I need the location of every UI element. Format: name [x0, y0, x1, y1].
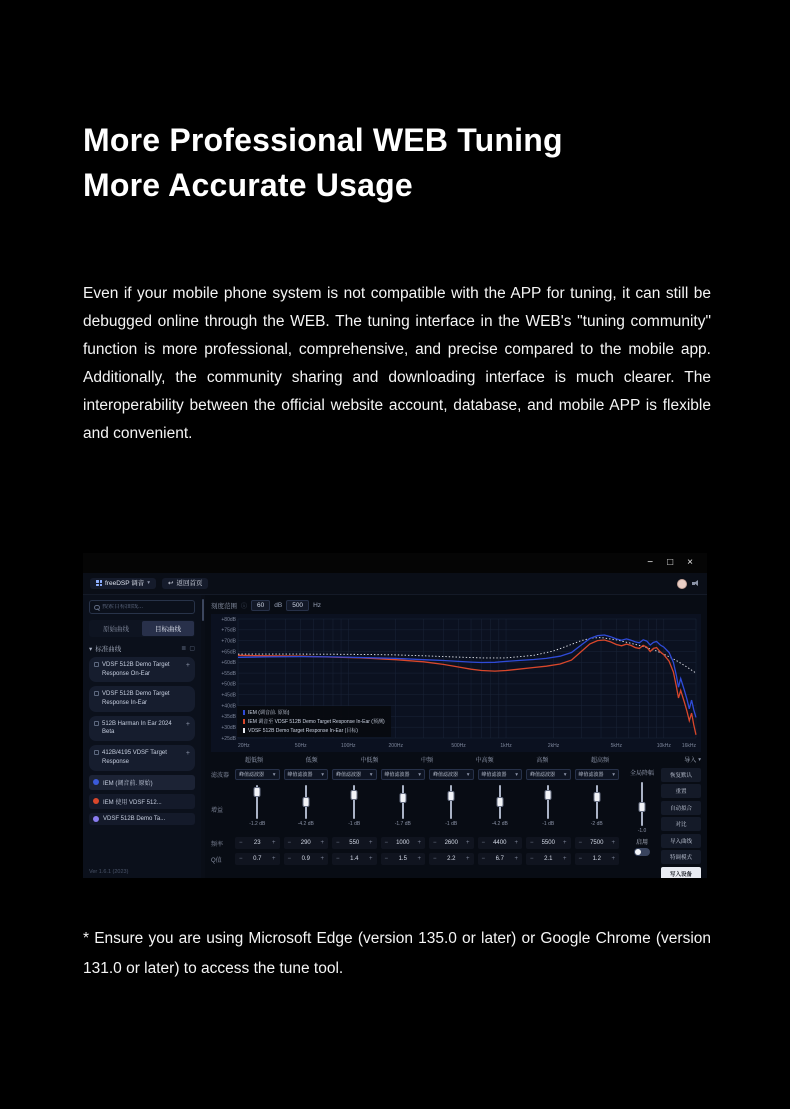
add-curve-icon[interactable]: +: [185, 662, 190, 669]
plus-button[interactable]: +: [271, 840, 276, 846]
enable-toggle[interactable]: [634, 848, 650, 856]
svg-text:20Hz: 20Hz: [238, 743, 250, 749]
app-logo[interactable]: [90, 578, 156, 590]
legend-entry: [243, 727, 385, 734]
footnote: * Ensure you are using Microsoft Edge (version 135.0 or later) or Google Chrome (version 131.0 or later) to access the tune tool.: [83, 930, 711, 977]
page-title: [83, 118, 723, 208]
svg-text:2kHz: 2kHz: [547, 743, 560, 749]
frequency-value: 23: [253, 840, 261, 846]
band-group-label: 超低频: [245, 758, 264, 764]
selected-curve-row[interactable]: [89, 813, 195, 825]
q-row: [235, 851, 619, 867]
info-icon[interactable]: ⓘ: [241, 603, 248, 610]
gain-slider[interactable]: [284, 783, 329, 835]
legend-label: IEM 调音至 VDSF 512B Demo Target Response In-Ear (预测): [248, 719, 385, 725]
action-button[interactable]: 恢复默认: [661, 768, 701, 782]
q-stepper[interactable]: [575, 853, 620, 865]
filter-type-label: 峰值滤波器: [384, 772, 410, 778]
search-box: [89, 600, 195, 614]
checkbox[interactable]: [94, 691, 99, 696]
chevron-down-icon: ▾: [89, 645, 93, 653]
selected-curve-label: IEM (调音前. 原始): [103, 780, 153, 787]
legend-entry: [243, 718, 385, 725]
chevron-down-icon: ▾: [466, 771, 470, 778]
db-unit-label: dB: [274, 601, 283, 609]
import-label: 导入: [684, 758, 697, 764]
gain-value-label: -4.2 dB: [491, 821, 508, 827]
action-button[interactable]: 特调模式: [661, 850, 701, 864]
enable-label: 启用: [635, 840, 648, 846]
chevron-down-icon: ▾: [147, 580, 151, 587]
q-value: 1.4: [350, 856, 359, 862]
filter-type-label: 峰值滤波器: [287, 772, 313, 778]
band-group-labels: [235, 755, 619, 766]
chevron-down-icon: ▾: [563, 771, 567, 778]
frequency-value: 1000: [396, 840, 410, 846]
search-icon: [94, 605, 99, 610]
slider-track[interactable]: [256, 785, 258, 819]
eq-row-labels: [211, 755, 235, 878]
add-curve-icon[interactable]: +: [185, 720, 190, 728]
q-value: 0.9: [301, 856, 310, 862]
freq-row-label: 频率: [211, 841, 224, 848]
filter-type-select[interactable]: [235, 769, 280, 780]
action-button[interactable]: 重置: [661, 784, 701, 798]
slider-knob[interactable]: [254, 787, 261, 797]
svg-text:+65dB: +65dB: [221, 649, 236, 656]
tab-target-curve[interactable]: 目标曲线: [142, 621, 194, 636]
gain-row-label: 增益: [211, 807, 224, 814]
plus-button[interactable]: +: [320, 840, 324, 846]
svg-text:10kHz: 10kHz: [656, 743, 671, 749]
tree-header[interactable]: [89, 644, 195, 653]
plus-button[interactable]: +: [514, 840, 518, 846]
minus-button[interactable]: −: [239, 840, 243, 846]
q-stepper[interactable]: [284, 853, 329, 865]
maximize-button[interactable]: □: [667, 557, 674, 568]
q-stepper[interactable]: [478, 853, 523, 865]
global-gain-label: 全局降幅: [629, 771, 654, 777]
q-stepper[interactable]: [381, 853, 426, 865]
svg-text:+80dB: +80dB: [221, 616, 236, 623]
plus-button[interactable]: +: [465, 840, 470, 846]
minus-button[interactable]: −: [287, 840, 292, 846]
global-gain-value: -1.0: [637, 828, 647, 834]
gain-slider[interactable]: [381, 783, 426, 835]
svg-text:+60dB: +60dB: [221, 660, 236, 667]
plus-button[interactable]: +: [611, 856, 615, 862]
filter-type-select[interactable]: [284, 769, 329, 780]
gain-value-label: -1 dB: [348, 821, 361, 827]
app-header-right: [677, 579, 700, 589]
frequency-value: 4400: [493, 840, 507, 846]
chart-toolbar: [211, 598, 701, 612]
q-stepper[interactable]: [526, 853, 571, 865]
curve-tabs: [89, 620, 195, 637]
avatar[interactable]: [677, 579, 687, 589]
filter-type-select[interactable]: [332, 769, 377, 780]
checkbox[interactable]: [94, 721, 99, 726]
global-gain-column: [623, 755, 661, 878]
app-body: [83, 595, 707, 878]
curve-color-dot: [93, 798, 99, 804]
slider-knob[interactable]: [496, 797, 503, 807]
intro-paragraph: Even if your mobile phone system is not compatible with the APP for tuning, it can still be debugged online through the WEB. The tuning interface in the WEB's "tuning community" function is more professional, comprehensive, and precise compared to the mobile app. Additionally, the community sharing and downloading interface is much clearer. The interoperability between the official website account, database, and mobile APP is flexible and convenient.: [83, 285, 711, 442]
action-button[interactable]: 导入曲线: [661, 834, 701, 848]
gain-value-label: -1.7 dB: [394, 821, 411, 827]
plus-button[interactable]: +: [417, 856, 421, 862]
plus-button[interactable]: +: [611, 840, 615, 846]
frequency-value: 7500: [590, 840, 604, 846]
svg-text:500Hz: 500Hz: [451, 743, 466, 749]
gain-value-label: -1 dB: [542, 821, 555, 827]
selected-curve-row[interactable]: [89, 794, 195, 809]
plus-button[interactable]: +: [417, 840, 421, 846]
q-value: 1.5: [398, 856, 407, 862]
frequency-value: 2600: [444, 840, 458, 846]
gain-slider-row: [235, 783, 619, 835]
chevron-down-icon: ▾: [369, 771, 373, 778]
title-line-1: More Professional WEB Tuning: [83, 122, 563, 158]
band-group-label: 中高频: [475, 758, 494, 764]
speaker-icon[interactable]: [692, 580, 700, 587]
sidebar-curve-item[interactable]: [89, 657, 195, 682]
global-slider-knob[interactable]: [639, 802, 646, 812]
q-value: 1.2: [592, 856, 601, 862]
scale-label: 刻度范围: [211, 602, 237, 610]
chevron-down-icon: ▾: [418, 771, 421, 778]
close-button[interactable]: ×: [687, 557, 693, 568]
frequency-value: 5500: [541, 840, 555, 846]
gain-slider[interactable]: [332, 783, 377, 835]
svg-text:+30dB: +30dB: [221, 724, 236, 731]
band-group-label: 低频: [305, 758, 318, 764]
sidebar: [83, 595, 201, 878]
tree-title: 标准曲线: [95, 646, 122, 653]
gain-slider[interactable]: [429, 783, 474, 835]
sidebar-curve-item[interactable]: [89, 716, 195, 741]
gain-slider[interactable]: [235, 783, 280, 835]
svg-text:200Hz: 200Hz: [388, 743, 403, 749]
frequency-stepper[interactable]: [429, 837, 474, 849]
q-value: 2.2: [447, 856, 456, 862]
svg-text:+50dB: +50dB: [221, 681, 236, 688]
svg-text:+40dB: +40dB: [221, 703, 236, 710]
minus-button[interactable]: −: [530, 840, 534, 846]
sidebar-curve-item[interactable]: [89, 686, 195, 711]
selected-curve-list: [89, 775, 195, 825]
curve-item-label: 412B/4195 VDSF Target Response: [102, 750, 167, 765]
svg-text:100Hz: 100Hz: [341, 743, 356, 749]
svg-text:+35dB: +35dB: [221, 714, 236, 721]
import-dropdown[interactable]: [684, 755, 701, 764]
svg-text:16kHz: 16kHz: [681, 743, 696, 749]
add-curve-icon[interactable]: +: [185, 750, 190, 758]
curve-item-label: 512B Harman In Ear 2024 Beta: [102, 720, 172, 736]
slider-knob[interactable]: [593, 792, 600, 802]
minus-button[interactable]: −: [336, 840, 340, 846]
frequency-stepper[interactable]: [235, 837, 280, 849]
legend-entry: [243, 709, 385, 716]
minimize-button[interactable]: −: [647, 557, 654, 568]
q-stepper[interactable]: [235, 853, 280, 865]
q-stepper[interactable]: [332, 853, 377, 865]
tab-original-curve[interactable]: 原始曲线: [103, 626, 129, 633]
chevron-down-icon: ▾: [272, 771, 276, 778]
gain-slider[interactable]: [526, 783, 571, 835]
chart-legend: [237, 706, 391, 737]
plus-button[interactable]: +: [271, 856, 276, 862]
slider-knob[interactable]: [351, 790, 358, 800]
minus-button[interactable]: −: [336, 856, 340, 862]
filter-type-label: 峰值滤波器: [239, 772, 265, 778]
svg-text:+25dB: +25dB: [221, 735, 236, 742]
chevron-down-icon: ▾: [321, 771, 324, 778]
back-home-button[interactable]: [162, 578, 208, 590]
gain-slider[interactable]: [478, 783, 523, 835]
frequency-value: 290: [300, 840, 311, 846]
checkbox[interactable]: [94, 662, 99, 667]
svg-text:1kHz: 1kHz: [500, 743, 512, 749]
sidebar-curve-item[interactable]: [89, 745, 195, 770]
curve-item-label: VDSF 512B Demo Target Response On-Ear: [102, 662, 170, 677]
gain-value-label: -1.2 dB: [249, 821, 266, 827]
chevron-down-icon: ▾: [515, 771, 518, 778]
legend-label: VDSF 512B Demo Target Response In-Ear (目标): [248, 728, 358, 734]
frequency-response-chart: [211, 614, 701, 752]
version-label: Ver 1.6.1 (2023): [89, 869, 129, 875]
slider-track[interactable]: [450, 785, 452, 819]
band-group-label: 中低频: [360, 758, 379, 764]
eq-right-panel: [619, 755, 701, 878]
action-button[interactable]: 对比: [661, 817, 701, 831]
q-value: 0.7: [253, 856, 262, 862]
slider-knob[interactable]: [399, 793, 406, 803]
search-input[interactable]: [102, 604, 190, 610]
selected-curve-label: IEM 使用 VDSF 512...: [103, 799, 162, 806]
frequency-stepper[interactable]: [381, 837, 426, 849]
slider-track[interactable]: [547, 785, 549, 819]
hz-unit-label: Hz: [313, 601, 322, 609]
curve-color-dot: [93, 779, 99, 785]
band-group-label: 中频: [420, 758, 433, 764]
slider-track[interactable]: [305, 785, 307, 819]
slider-track[interactable]: [596, 785, 598, 819]
minus-button[interactable]: −: [433, 840, 437, 846]
selected-curve-row[interactable]: [89, 775, 195, 790]
gain-value-label: -1 dB: [445, 821, 458, 827]
hz-value[interactable]: 500: [286, 600, 309, 611]
back-home-label: 返回首页: [176, 579, 203, 587]
svg-text:50Hz: 50Hz: [294, 743, 307, 749]
legend-label: IEM (调音前. 原始): [248, 710, 290, 716]
q-row-label: Q值: [211, 857, 222, 864]
equalizer-section: [211, 755, 701, 878]
svg-text:5kHz: 5kHz: [610, 743, 623, 749]
band-group-label: 高频: [536, 758, 549, 764]
main-panel: [205, 595, 707, 878]
minus-button[interactable]: −: [239, 856, 243, 862]
chevron-down-icon: ▾: [612, 771, 615, 778]
chart-series: [238, 638, 696, 674]
minus-button[interactable]: −: [384, 856, 389, 862]
filter-type-select[interactable]: [381, 769, 426, 780]
filter-type-label: 峰值滤波器: [481, 772, 507, 778]
list-icon[interactable]: ≣: [181, 646, 187, 652]
frequency-stepper[interactable]: [526, 837, 571, 849]
frequency-stepper[interactable]: [478, 837, 523, 849]
legend-swatch: [243, 710, 245, 715]
plus-button[interactable]: +: [514, 856, 518, 862]
frequency-stepper[interactable]: [575, 837, 620, 849]
band-group-label: 超高频: [590, 758, 609, 764]
svg-text:+55dB: +55dB: [221, 670, 236, 677]
title-line-2: More Accurate Usage: [83, 167, 413, 203]
plus-button[interactable]: +: [562, 856, 567, 862]
minus-button[interactable]: −: [384, 840, 389, 846]
action-buttons-column: [661, 755, 701, 878]
filter-type-select[interactable]: [478, 769, 523, 780]
minus-button[interactable]: −: [578, 856, 583, 862]
minus-button[interactable]: −: [530, 856, 534, 862]
filter-type-label: 峰值滤波器: [578, 772, 604, 778]
plus-button[interactable]: +: [465, 856, 470, 862]
back-icon: ↩: [168, 579, 174, 587]
scrollbar-thumb[interactable]: [202, 599, 204, 621]
slider-knob[interactable]: [302, 797, 309, 807]
sidebar-scrollbar[interactable]: [201, 595, 205, 878]
minus-button[interactable]: −: [433, 856, 437, 862]
frequency-stepper[interactable]: [284, 837, 329, 849]
curve-color-dot: [93, 816, 99, 822]
plus-button[interactable]: +: [368, 840, 373, 846]
checkbox[interactable]: [94, 750, 99, 755]
plus-button[interactable]: +: [368, 856, 373, 862]
action-button[interactable]: 自动拟合: [661, 801, 701, 815]
slider-track[interactable]: [402, 785, 404, 819]
global-gain-slider[interactable]: [641, 782, 643, 826]
write-to-device-button[interactable]: 写入设备: [661, 867, 701, 879]
slider-knob[interactable]: [448, 791, 455, 801]
minus-button[interactable]: −: [578, 840, 583, 846]
filter-type-row: [235, 766, 619, 783]
minus-button[interactable]: −: [481, 856, 486, 862]
minus-button[interactable]: −: [287, 856, 292, 862]
plus-button[interactable]: +: [562, 840, 567, 846]
filter-type-label: 峰值滤波器: [336, 772, 362, 778]
slider-knob[interactable]: [545, 790, 552, 800]
filter-type-select[interactable]: [429, 769, 474, 780]
db-range-value[interactable]: 60: [251, 600, 270, 611]
curve-item-label: VDSF 512B Demo Target Response In-Ear: [102, 691, 170, 707]
window-titlebar: [83, 553, 707, 573]
selected-curve-label: VDSF 512B Demo Ta...: [103, 815, 166, 822]
filter-type-label: 峰值滤波器: [530, 772, 556, 778]
grid-icon: [96, 580, 102, 586]
target-curve-list: [89, 657, 195, 771]
tree-header-icons: [181, 645, 195, 652]
frequency-value: 550: [349, 840, 360, 846]
app-header: [83, 573, 707, 595]
svg-text:+75dB: +75dB: [221, 627, 236, 634]
slider-track[interactable]: [499, 785, 501, 819]
q-value: 6.7: [495, 856, 504, 862]
filter-type-select[interactable]: [526, 769, 571, 780]
app-logo-label: freeDSP 调音: [105, 579, 145, 587]
frequency-stepper[interactable]: [332, 837, 377, 849]
gain-value-label: -4.2 dB: [297, 821, 314, 827]
gain-value-label: -2 dB: [590, 821, 603, 827]
square-icon[interactable]: ▢: [189, 646, 195, 652]
legend-swatch: [243, 728, 245, 733]
frequency-row: [235, 835, 619, 851]
slider-track[interactable]: [353, 785, 355, 819]
eq-bands: [235, 755, 619, 878]
svg-text:+45dB: +45dB: [221, 692, 236, 699]
filter-type-select[interactable]: [575, 769, 620, 780]
chevron-down-icon: ▾: [698, 756, 701, 763]
legend-swatch: [243, 719, 245, 724]
q-stepper[interactable]: [429, 853, 474, 865]
gain-slider[interactable]: [575, 783, 620, 835]
plus-button[interactable]: +: [320, 856, 324, 862]
filter-type-label: 峰值滤波器: [433, 772, 459, 778]
filter-row-label: 滤波器: [211, 773, 230, 779]
app-screenshot: [83, 553, 707, 878]
minus-button[interactable]: −: [481, 840, 486, 846]
svg-text:+70dB: +70dB: [221, 638, 236, 645]
q-value: 2.1: [544, 856, 553, 862]
